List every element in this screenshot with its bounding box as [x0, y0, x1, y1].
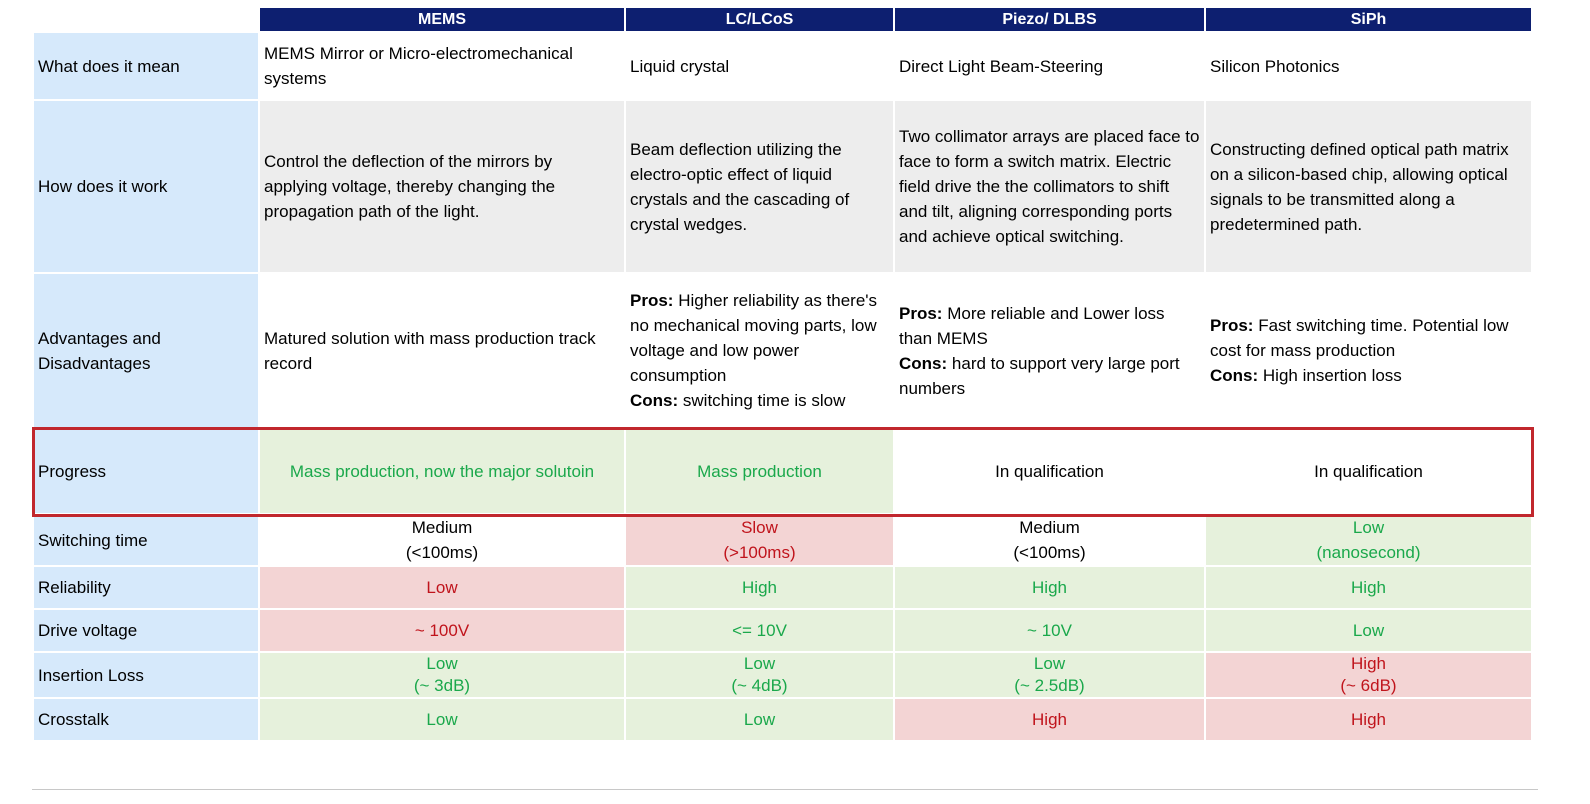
cell-meaning-piezo: Direct Light Beam-Steering [894, 32, 1205, 100]
cell-voltage-mems: ~ 100V [259, 609, 625, 652]
row-label-advantages: Advantages and Disadvantages [34, 273, 259, 428]
value-line-1: Low [1352, 518, 1385, 537]
cell-voltage-lc: <= 10V [625, 609, 894, 652]
cell-reliability-piezo: High [894, 566, 1205, 609]
value-line-1: Low [1033, 654, 1066, 673]
value-line-2: (~ 6dB) [1340, 676, 1397, 695]
cell-crosstalk-mems: Low [259, 698, 625, 741]
cell-reliability-lc: High [625, 566, 894, 609]
cell-how-lc: Beam deflection utilizing the electro-optic effect of liquid crystals and the cascading of crystal wedges. [625, 100, 894, 273]
row-advantages [34, 273, 1532, 428]
siph-pros: Fast switching time. Potential low cost for mass production [1210, 316, 1509, 360]
pros-label: Pros: [899, 303, 943, 323]
piezo-pros: More reliable and Lower loss than MEMS [899, 303, 1165, 348]
cell-adv-piezo [894, 273, 1205, 428]
header-siph: SiPh [1205, 8, 1532, 32]
cell-reliability-mems: Low [259, 566, 625, 609]
row-reliability [34, 566, 1532, 609]
row-label-loss: Insertion Loss [34, 652, 259, 698]
cell-adv-siph [1205, 273, 1532, 428]
row-label-switching: Switching time [34, 514, 259, 566]
cell-crosstalk-lc: Low [625, 698, 894, 741]
value-line-1: High [1351, 654, 1386, 673]
value-line-1: Medium [411, 518, 473, 537]
row-label-reliability: Reliability [34, 566, 259, 609]
cell-loss-piezo [894, 652, 1205, 698]
piezo-cons: hard to support very large port numbers [899, 353, 1180, 398]
cell-crosstalk-piezo: High [894, 698, 1205, 741]
cell-loss-lc [625, 652, 894, 698]
cell-meaning-mems: MEMS Mirror or Micro-electromechanical systems [259, 32, 625, 100]
cell-progress-piezo: In qualification [894, 428, 1205, 514]
row-label-crosstalk: Crosstalk [34, 698, 259, 741]
cell-progress-mems: Mass production, now the major solutoin [259, 428, 625, 514]
value-line-1: Slow [741, 518, 778, 537]
value-line-1: Low [743, 654, 776, 673]
lc-cons: switching time is slow [682, 391, 846, 410]
lc-pros: Higher reliability as there's no mechanical moving parts, low voltage and low power consumption [630, 291, 878, 385]
row-voltage [34, 609, 1532, 652]
cons-label: Cons: [630, 391, 679, 410]
cell-voltage-siph: Low [1205, 609, 1532, 652]
comparison-table [34, 8, 1533, 742]
value-line-2: (~ 2.5dB) [1014, 676, 1085, 695]
value-line-2: (<100ms) [1013, 543, 1086, 562]
value-line-2: (nanosecond) [1316, 543, 1421, 562]
value-line-1: Low [426, 654, 458, 673]
row-meaning [34, 32, 1532, 100]
row-label-meaning: What does it mean [34, 32, 259, 100]
pros-label: Pros: [630, 291, 674, 310]
row-label-how: How does it work [34, 100, 259, 273]
value-line-2: (<100ms) [405, 543, 479, 562]
value-line-2: (~ 4dB) [731, 676, 788, 695]
row-crosstalk [34, 698, 1532, 741]
cell-how-siph: Constructing defined optical path matrix on a silicon-based chip, allowing optical signals to be transmitted along a predetermined path. [1205, 100, 1532, 273]
header-row [34, 8, 1532, 32]
cell-crosstalk-siph: High [1205, 698, 1532, 741]
row-how [34, 100, 1532, 273]
header-corner [34, 8, 259, 32]
value-line-2: (~ 3dB) [413, 676, 471, 695]
cell-adv-mems: Matured solution with mass production track record [259, 273, 625, 428]
cell-how-piezo: Two collimator arrays are placed face to face to form a switch matrix. Electric field drive the the collimators to shift and tilt, aligning corresponding ports and achieve optical switching. [894, 100, 1205, 273]
cell-progress-lc: Mass production [625, 428, 894, 514]
row-label-voltage: Drive voltage [34, 609, 259, 652]
cell-loss-siph [1205, 652, 1532, 698]
value-line-2: (>100ms) [723, 543, 796, 562]
row-loss [34, 652, 1532, 698]
cell-progress-siph: In qualification [1205, 428, 1532, 514]
row-switching [34, 514, 1532, 566]
cell-switching-lc [625, 514, 894, 566]
row-label-progress: Progress [34, 428, 259, 514]
cell-loss-mems [259, 652, 625, 698]
cell-voltage-piezo: ~ 10V [894, 609, 1205, 652]
cell-switching-piezo [894, 514, 1205, 566]
siph-cons: High insertion loss [1262, 366, 1402, 385]
cons-label: Cons: [899, 353, 948, 373]
bottom-divider [32, 789, 1538, 790]
cell-adv-lc [625, 273, 894, 428]
cell-how-mems: Control the deflection of the mirrors by applying voltage, thereby changing the propagation path of the light. [259, 100, 625, 273]
cell-switching-siph [1205, 514, 1532, 566]
pros-label: Pros: [1210, 316, 1254, 335]
header-piezo: Piezo/ DLBS [894, 8, 1205, 32]
row-progress [34, 428, 1532, 514]
cell-switching-mems [259, 514, 625, 566]
header-mems: MEMS [259, 8, 625, 32]
cell-meaning-lc: Liquid crystal [625, 32, 894, 100]
header-lc: LC/LCoS [625, 8, 894, 32]
cell-reliability-siph: High [1205, 566, 1532, 609]
value-line-1: Medium [1019, 518, 1080, 537]
cons-label: Cons: [1210, 366, 1259, 385]
cell-meaning-siph: Silicon Photonics [1205, 32, 1532, 100]
